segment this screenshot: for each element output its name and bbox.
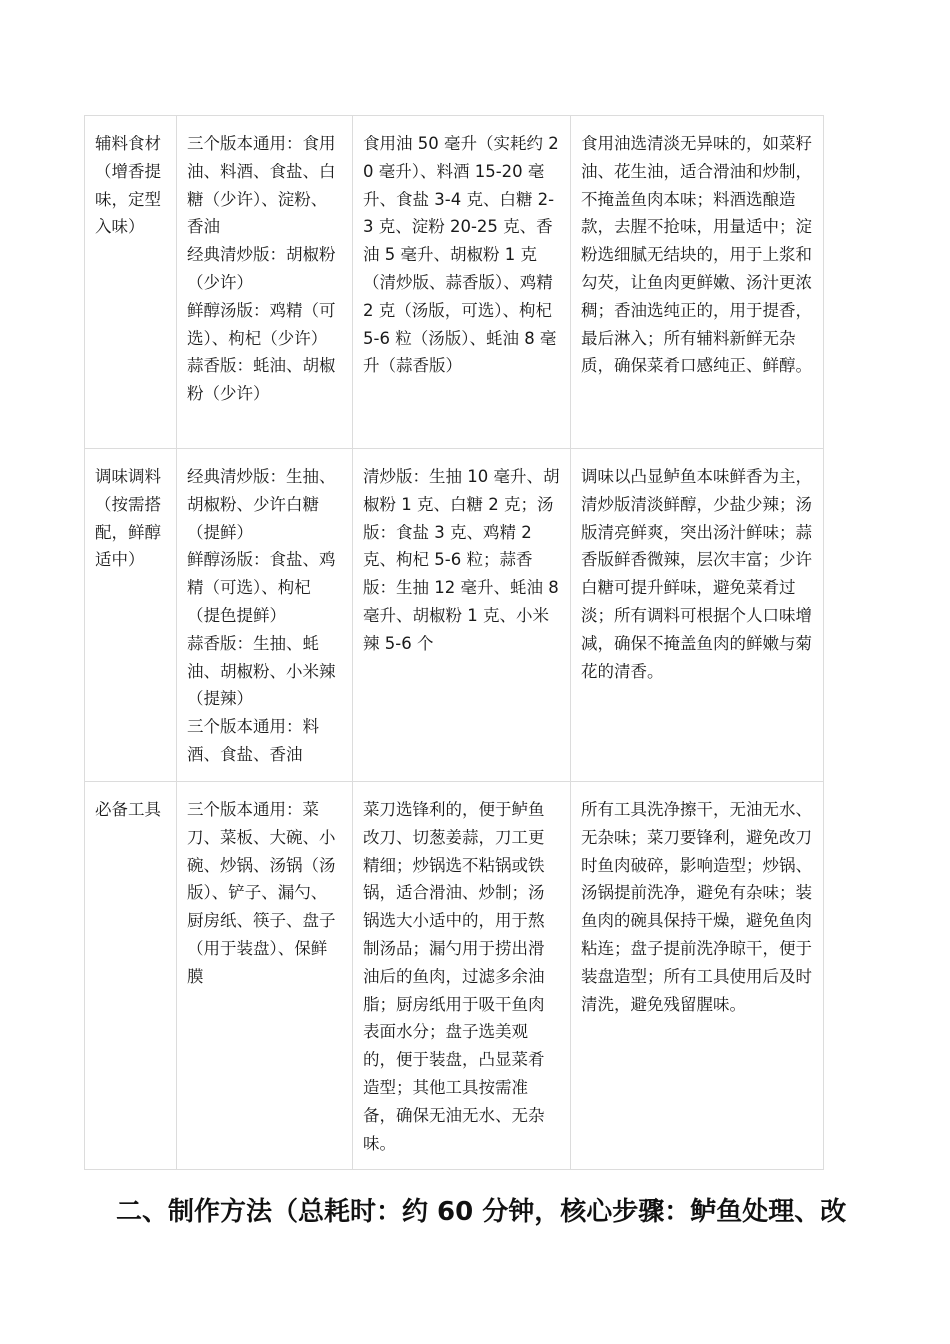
ingredients-table xyxy=(84,115,824,1170)
category-cell: 必备工具 xyxy=(85,782,177,1170)
notes-cell: 食用油选清淡无异味的，如菜籽油、花生油，适合滑油和炒制，不掩盖鱼肉本味；料酒选酿造款，去腥不抢味，用量适中；淀粉选细腻无结块的，用于上浆和勾芡，让鱼肉更鲜嫩、汤汁更浓稠；香油选纯正的，用于提香，最后淋入；所有辅料新鲜无杂质，确保菜肴口感纯正、鲜醇。 xyxy=(571,116,824,449)
versions-cell: 三个版本通用：菜刀、菜板、大碗、小碗、炒锅、汤锅（汤版）、铲子、漏勺、厨房纸、筷子、盘子（用于装盘）、保鲜膜 xyxy=(177,782,353,1170)
amount-cell: 清炒版：生抽 10 毫升、胡椒粉 1 克、白糖 2 克；汤版：食盐 3 克、鸡精 2 克、枸杞 5-6 粒；蒜香版：生抽 12 毫升、蚝油 8 毫升、胡椒粉 1 克、小米辣 5-6 个 xyxy=(353,449,571,782)
versions-cell: 经典清炒版：生抽、胡椒粉、少许白糖（提鲜） 鲜醇汤版：食盐、鸡精（可选）、枸杞（提色提鲜） 蒜香版：生抽、蚝油、胡椒粉、小米辣（提辣） 三个版本通用：料酒、食盐、香油 xyxy=(177,449,353,782)
notes-cell: 所有工具洗净擦干，无油无水、无杂味；菜刀要锋利，避免改刀时鱼肉破碎，影响造型；炒锅、汤锅提前洗净，避免有杂味；装鱼肉的碗具保持干燥，避免鱼肉粘连；盘子提前洗净晾干，便于装盘造型；所有工具使用后及时清洗，避免残留腥味。 xyxy=(571,782,824,1170)
section-heading: 二、制作方法（总耗时：约 60 分钟，核心步骤：鲈鱼处理、改 xyxy=(116,1197,847,1227)
amount-cell: 菜刀选锋利的，便于鲈鱼改刀、切葱姜蒜，刀工更精细；炒锅选不粘锅或铁锅，适合滑油、炒制；汤锅选大小适中的，用于熬制汤品；漏勺用于捞出滑油后的鱼肉，过滤多余油脂；厨房纸用于吸干鱼肉表面水分；盘子选美观的，便于装盘，凸显菜肴造型；其他工具按需准备，确保无油无水、无杂味。 xyxy=(353,782,571,1170)
category-cell: 辅料食材（增香提味，定型入味） xyxy=(85,116,177,449)
table-row xyxy=(85,116,824,449)
versions-cell: 三个版本通用：食用油、料酒、食盐、白糖（少许）、淀粉、香油 经典清炒版：胡椒粉（少许） 鲜醇汤版：鸡精（可选）、枸杞（少许） 蒜香版：蚝油、胡椒粉（少许） xyxy=(177,116,353,449)
category-cell: 调味调料（按需搭配，鲜醇适中） xyxy=(85,449,177,782)
table-row xyxy=(85,449,824,782)
table-row xyxy=(85,782,824,1170)
amount-cell: 食用油 50 毫升（实耗约 20 毫升）、料酒 15-20 毫升、食盐 3-4 克、白糖 2-3 克、淀粉 20-25 克、香油 5 毫升、胡椒粉 1 克（清炒版、蒜香版）、鸡精 2 克（汤版，可选）、枸杞 5-6 粒（汤版）、蚝油 8 毫升（蒜香版） xyxy=(353,116,571,449)
notes-cell: 调味以凸显鲈鱼本味鲜香为主，清炒版清淡鲜醇，少盐少辣；汤版清亮鲜爽，突出汤汁鲜味；蒜香版鲜香微辣，层次丰富；少许白糖可提升鲜味，避免菜肴过淡；所有调料可根据个人口味增减，确保不掩盖鱼肉的鲜嫩与菊花的清香。 xyxy=(571,449,824,782)
